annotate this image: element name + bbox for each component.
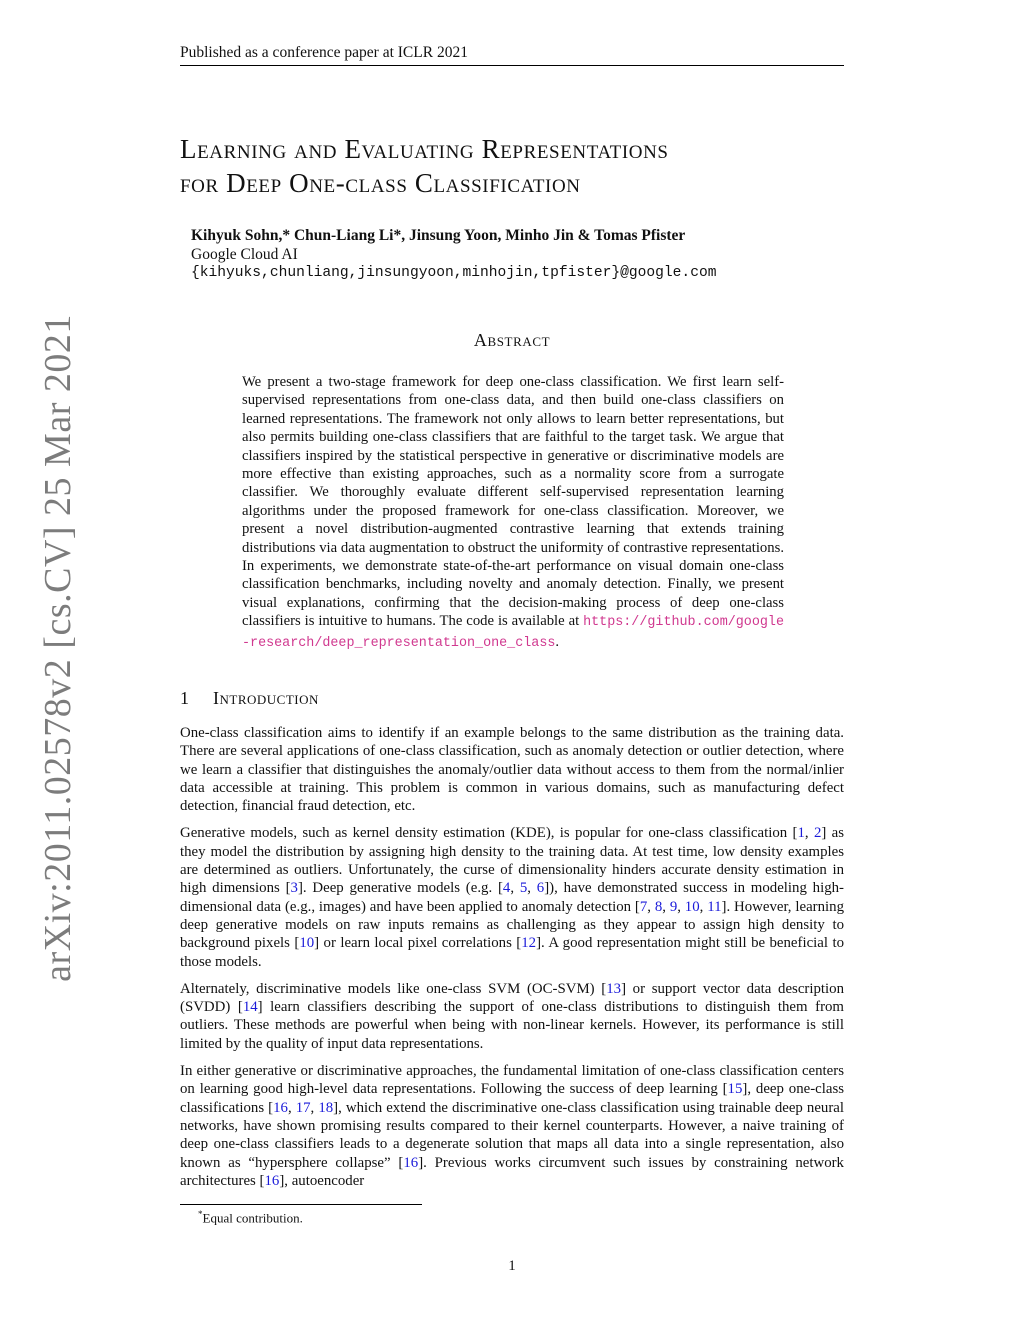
text-run: ,	[647, 898, 655, 915]
citation-link[interactable]: 16	[264, 1172, 280, 1189]
section-heading	[180, 688, 319, 709]
email-list: {kihyuks,chunliang,jinsungyoon,minhojin,tpfister}@google.com	[191, 265, 717, 281]
footnote-mark: *	[198, 1209, 203, 1219]
citation-link[interactable]: 13	[606, 980, 622, 997]
abstract-heading: Abstract	[473, 330, 551, 350]
title-line-1: Learning and Evaluating Representations	[180, 134, 669, 164]
paragraph	[180, 824, 844, 970]
text-run: Generative models, such as kernel density estimation (KDE), is popular for one-class classification [	[180, 825, 798, 842]
paper-title	[180, 132, 860, 200]
citation-link[interactable]: 17	[295, 1099, 311, 1116]
text-run: Alternately, discriminative models like one-class SVM (OC-SVM) [	[180, 980, 607, 997]
citation-link[interactable]: 10	[299, 935, 315, 952]
section-body	[180, 724, 844, 1199]
paragraph	[180, 1062, 844, 1190]
citation-link[interactable]: 11	[707, 898, 722, 915]
text-run: In either generative or discriminative approaches, the fundamental limitation of one-class classification centers on learning good high-level data representations. Following the success of deep learning [	[180, 1063, 844, 1098]
section-number: 1	[180, 688, 189, 708]
citation-link[interactable]: 18	[318, 1099, 334, 1116]
text-run: ] or support vector data description (SVDD) [	[180, 980, 845, 1016]
text-run: ] or learn local pixel correlations [	[314, 935, 522, 952]
citation-link[interactable]: 16	[273, 1099, 288, 1116]
text-run: ] learn classifiers describing the support of one-class distributions to distinguish them from outliers. These methods are powerful when being with non-linear kernels. However, its performance is still limited by the quality of input data representations.	[180, 999, 844, 1052]
text-run: ]. Previous works circumvent such issues by constraining network architectures [	[180, 1154, 844, 1189]
text-run: ]. However, learning deep generative models on raw inputs remains as challenging as they appear to assign high density to background pixels [	[180, 898, 845, 952]
text-run: ,	[662, 898, 670, 915]
citation-link[interactable]: 9	[669, 898, 678, 915]
citation-link[interactable]: 14	[242, 999, 258, 1016]
text-run: ], deep one-class classifications [	[180, 1081, 845, 1116]
affiliation: Google Cloud AI	[191, 246, 298, 263]
abstract-end: .	[555, 633, 560, 650]
header-rule	[180, 65, 844, 66]
citation-link[interactable]: 5	[519, 880, 528, 897]
text-run: ,	[527, 880, 537, 897]
citation-link[interactable]: 12	[521, 935, 537, 952]
text-run: ], which extend the discriminative one-class classification using trainable deep neural networks, have shown promising results compared to their kernel counterparts. However, a naive training of deep one-class classifiers leads to a degenerate solution that maps all data into a single representation, also known as “hypersphere collapse” [	[180, 1099, 844, 1171]
citation-link[interactable]: 8	[654, 898, 663, 915]
text-run: ]. Deep generative models (e.g. [	[297, 880, 503, 897]
page-number: 1	[508, 1258, 516, 1274]
citation-link[interactable]: 4	[502, 880, 511, 897]
author-list: Kihyuk Sohn,* Chun-Liang Li*, Jinsung Yoon, Minho Jin & Tomas Pfister	[191, 227, 686, 244]
citation-link[interactable]: 16	[403, 1154, 419, 1171]
citation-link[interactable]: 15	[727, 1081, 743, 1098]
author-emails	[191, 264, 716, 281]
code-link[interactable]: https://github.com/google-research/deep_representation_one_class	[242, 615, 784, 651]
citation-link[interactable]: 1	[797, 825, 805, 842]
footnote	[198, 1209, 303, 1226]
title-line-2: for Deep One-class Classification	[180, 168, 581, 198]
section-title: Introduction	[213, 688, 319, 708]
abstract-body	[242, 373, 784, 653]
text-run: ]. A good representation might still be beneficial to those models.	[180, 935, 844, 970]
arxiv-side-stamp: arXiv:2011.02578v2 [cs.CV] 25 Mar 2021	[37, 314, 79, 982]
paragraph	[180, 980, 844, 1053]
citation-link[interactable]: 10	[684, 898, 700, 915]
paragraph: One-class classification aims to identify if an example belongs to the same distribution as the training data. There are several applications of one-class classification, such as anomaly detection or outlier detection, where we learn a classifier that distinguishes the anomaly/outlier data without access to them from the normal/inlier data accessible at training. This problem is common in various domains, such as manufacturing defect detection, financial fraud detection, etc.	[180, 725, 844, 815]
running-header: Published as a conference paper at ICLR 2021	[180, 44, 468, 61]
citation-link[interactable]: 2	[813, 825, 822, 842]
text-run: ,	[287, 1099, 296, 1116]
text-run: ], autoencoder	[279, 1172, 365, 1189]
abstract-text: We present a two-stage framework for deep one-class classification. We first learn self-supervised representations from one-class data, and then build one-class classifiers on learned representations. The framework not only allows to learn better representations, but also permits building one-class classifiers that are faithful to the target task. We argue that classifiers inspired by the statistical perspective in generative or discriminative models are more effective than existing approaches, such as a normality score from a surrogate classifier. We thoroughly evaluate different self-supervised representation learning algorithms under the proposed framework for one-class classification. Moreover, we present a novel distribution-augmented contrastive learning that extends training distributions via data augmentation to obstruct the uniformity of contrastive representations. In experiments, we demonstrate state-of-the-art performance on visual domain one-class classification benchmarks, including novelty and anomaly detection. Finally, we present visual explanations, confirming that the decision-making process of deep one-class classifiers is intuitive to humans. The code is available at	[242, 374, 784, 630]
citation-link[interactable]: 7	[639, 898, 648, 915]
text-run: ]), have demonstrated success in modeling high-dimensional data (e.g., images) and have been applied to anomaly detection [	[180, 880, 844, 915]
citation-link[interactable]: 3	[290, 880, 298, 897]
text-run: ,	[804, 825, 814, 842]
footnote-rule	[180, 1204, 422, 1205]
citation-link[interactable]: 6	[536, 880, 545, 897]
text-run: ,	[510, 880, 520, 897]
text-run: ,	[310, 1099, 319, 1116]
text-run: ] as they model the distribution by assigning high density to the training data. At test time, low density examples are determined as outliers. Unfortunately, the curse of dimensionality hinders accurate density estimation in high dimensions [	[180, 825, 844, 897]
text-run: ,	[677, 898, 685, 915]
text-run: ,	[699, 898, 708, 915]
footnote-text: Equal contribution.	[202, 1210, 303, 1226]
